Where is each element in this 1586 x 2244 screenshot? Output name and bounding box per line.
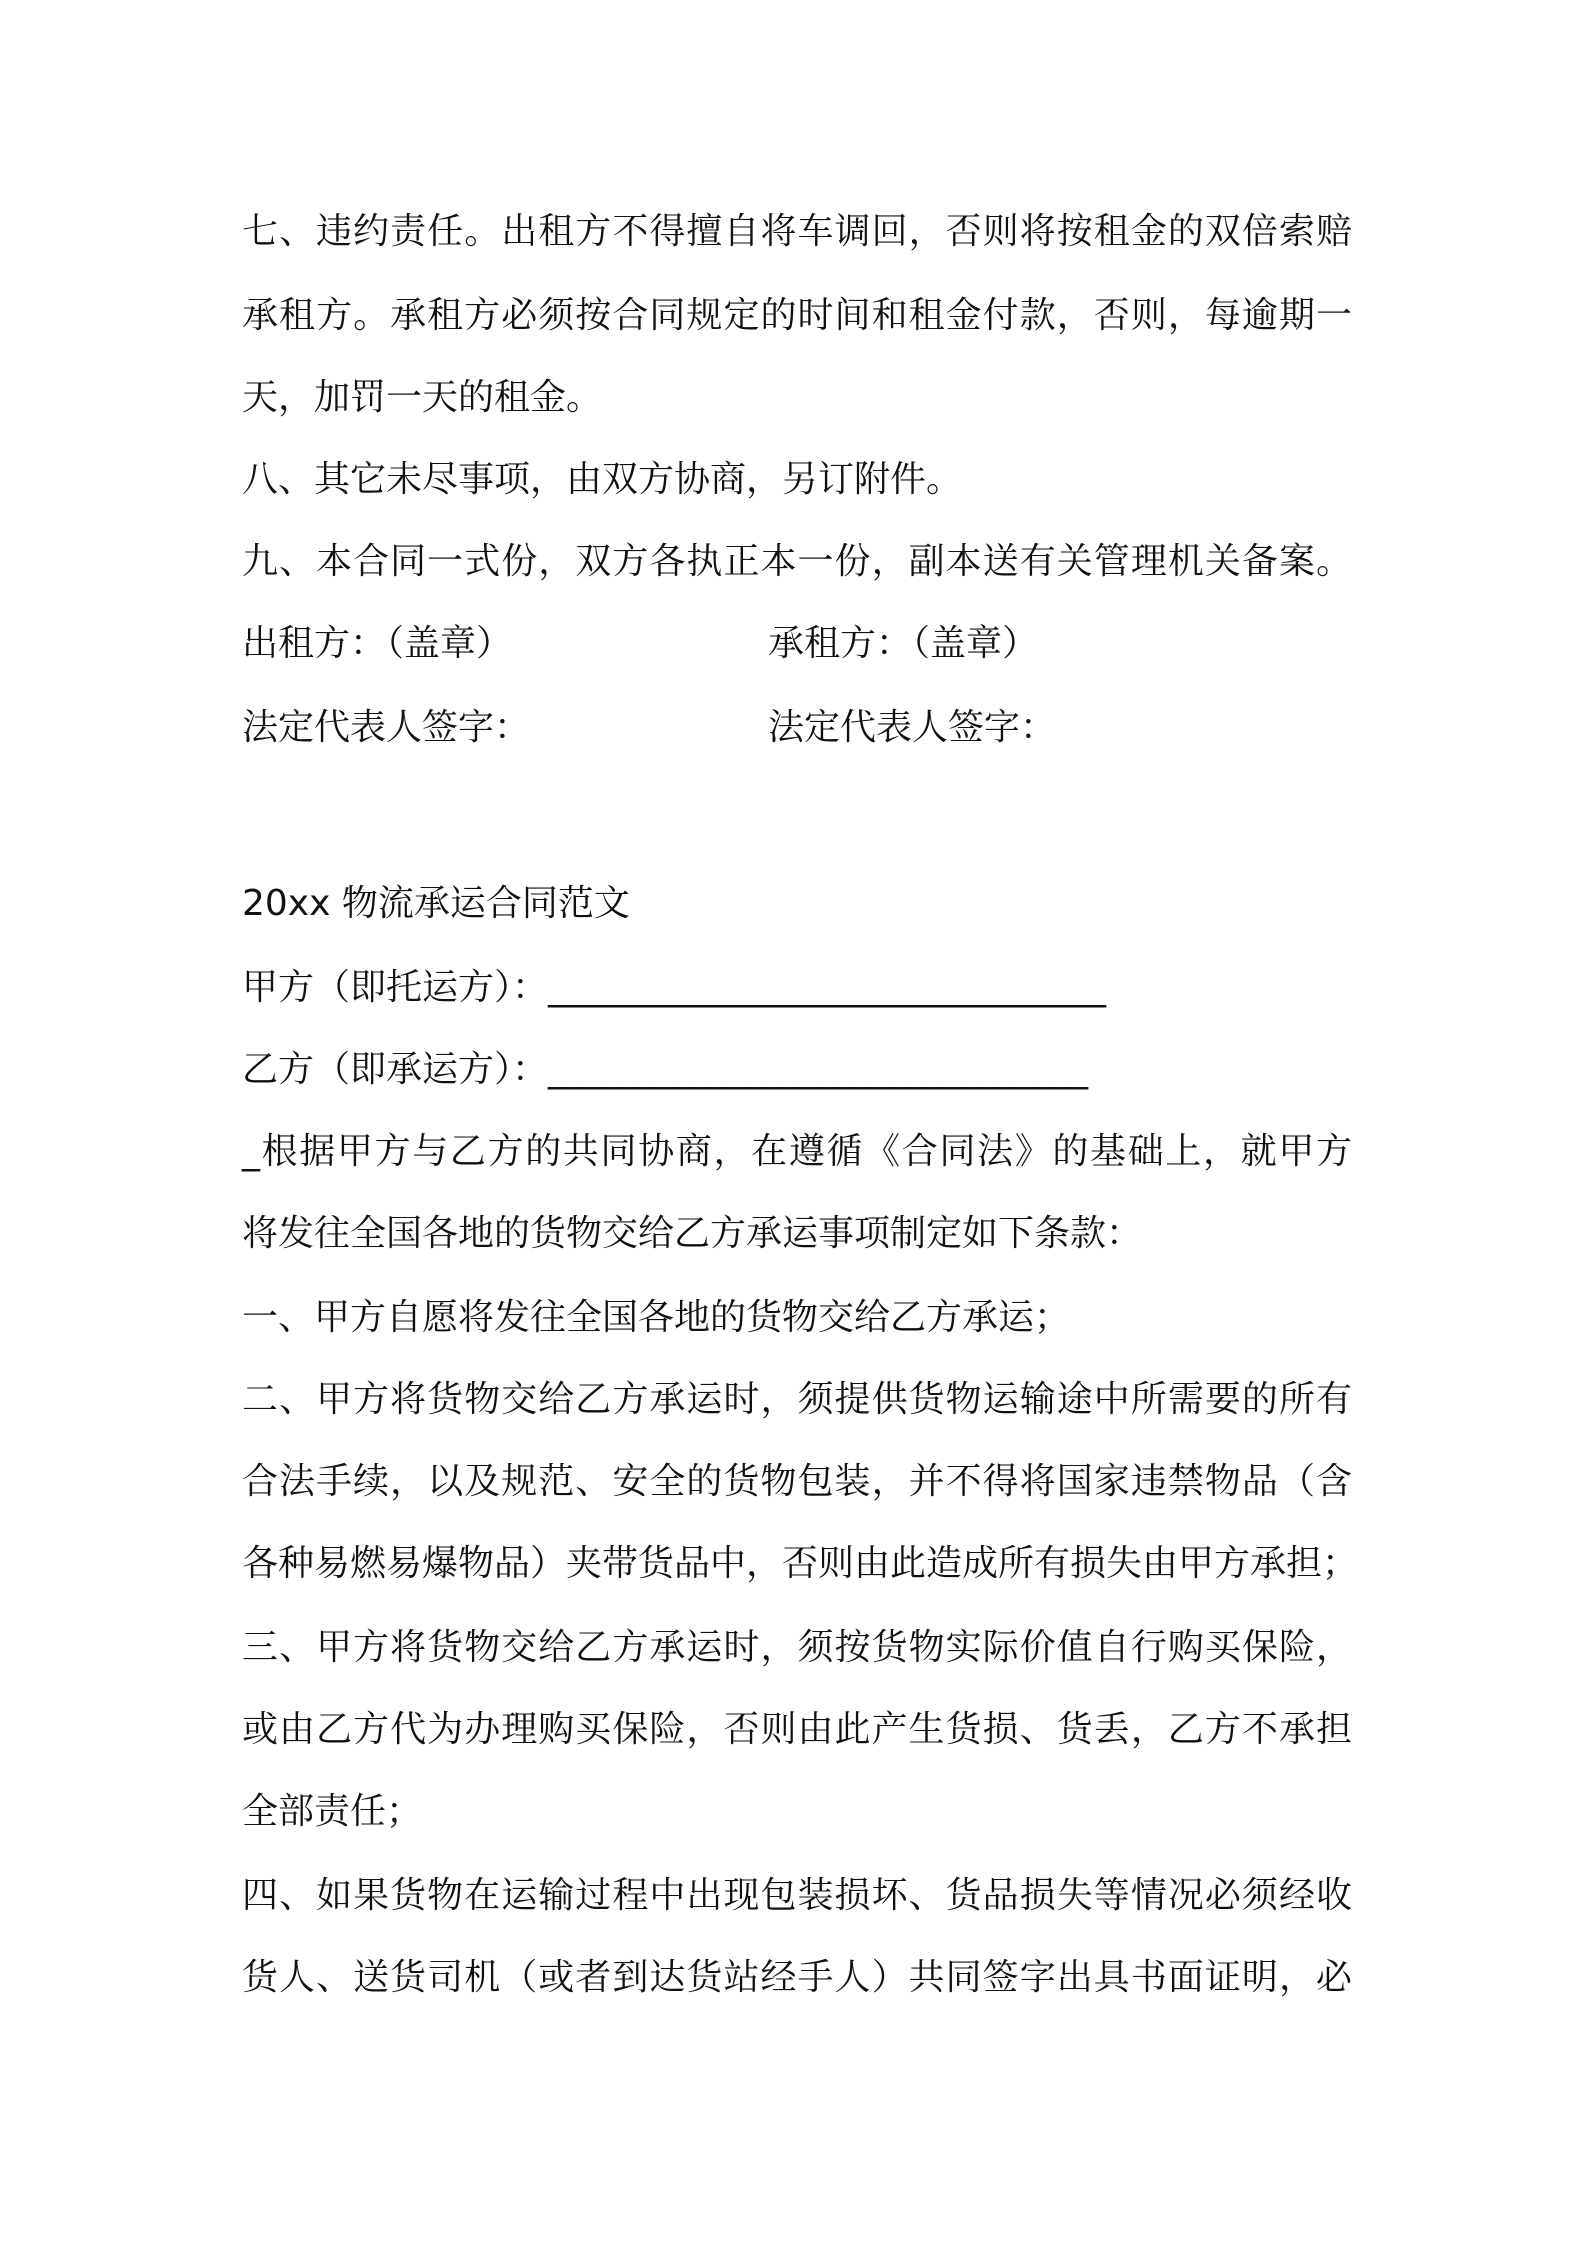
clause-3-line-1: 三、甲方将货物交给乙方承运时，须按货物实际价值自行购买保险，	[242, 1627, 1352, 1668]
clause-7-line-3: 天，加罚一天的租金。	[242, 377, 603, 418]
clause-3-line-2: 或由乙方代为办理购买保险，否则由此产生货损、货丢，乙方不承担	[242, 1709, 1352, 1750]
clause-2-line-1: 二、甲方将货物交给乙方承运时，须提供货物运输途中所需要的所有	[242, 1379, 1352, 1420]
seal-row	[242, 620, 1039, 668]
lessee-signature-label: 法定代表人签字：	[768, 707, 1057, 748]
clause-4-line-2: 货人、送货司机（或者到达货站经手人）共同签字出具书面证明，必	[242, 1957, 1352, 1998]
party-b-field: 乙方（即承运方）：______________________________	[242, 1049, 1089, 1090]
clause-4-line-1: 四、如果货物在运输过程中出现包装损坏、货品损失等情况必须经收	[242, 1875, 1352, 1916]
clause-3-line-3: 全部责任；	[242, 1791, 423, 1832]
clause-7-line-2: 承租方。承租方必须按合同规定的时间和租金付款，否则，每逾期一	[242, 295, 1352, 336]
document-title: 20xx 物流承运合同范文	[242, 883, 630, 924]
clause-2-line-2: 合法手续，以及规范、安全的货物包装，并不得将国家违禁物品（含	[242, 1461, 1352, 1502]
signature-row	[242, 704, 1057, 752]
intro-line-2: 将发往全国各地的货物交给乙方承运事项制定如下条款：	[242, 1213, 1143, 1254]
lessor-signature-label: 法定代表人签字：	[242, 707, 531, 748]
clause-2-line-3: 各种易燃易爆物品）夹带货品中，否则由此造成所有损失由甲方承担；	[242, 1543, 1359, 1584]
clause-7-line-1: 七、违约责任。出租方不得擅自将车调回，否则将按租金的双倍索赔	[242, 211, 1352, 252]
clause-1: 一、甲方自愿将发往全国各地的货物交给乙方承运；	[242, 1297, 1071, 1338]
intro-line-1: _根据甲方与乙方的共同协商，在遵循《合同法》的基础上，就甲方	[242, 1131, 1352, 1172]
clause-9: 九、本合同一式份，双方各执正本一份，副本送有关管理机关备案。	[242, 541, 1352, 582]
lessor-seal-label: 出租方：（盖章）	[242, 623, 513, 664]
clause-8: 八、其它未尽事项，由双方协商，另订附件。	[242, 459, 963, 500]
party-a-field: 甲方（即托运方）：_______________________________	[242, 967, 1107, 1008]
lessee-seal-label: 承租方：（盖章）	[768, 623, 1039, 664]
